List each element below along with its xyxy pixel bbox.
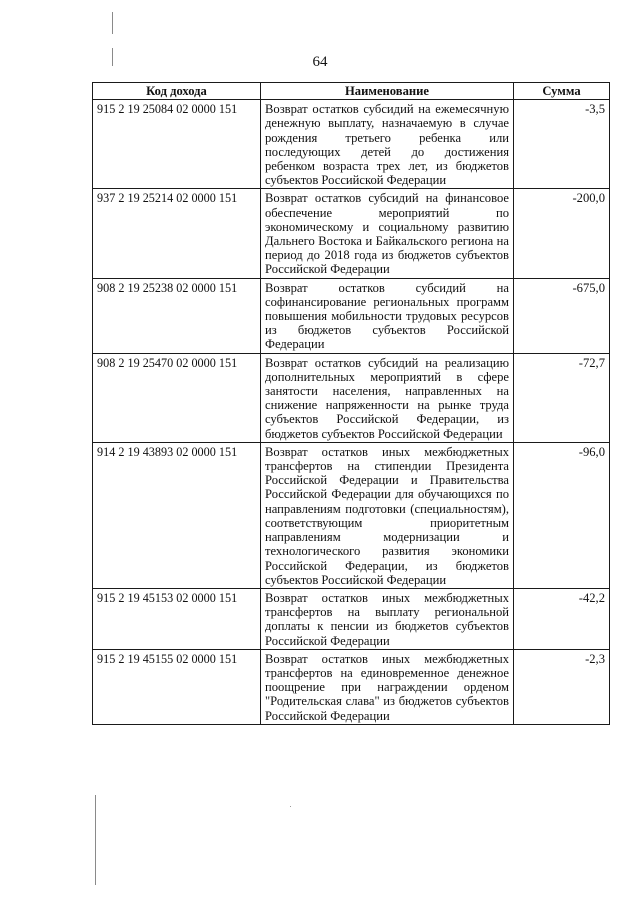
table-row <box>93 442 610 588</box>
revenue-name-cell: Возврат остатков субсидий на финансовое обеспечение мероприятий по экономическому и социальному развитию Дальнего Востока и Байкальского региона на период до 2018 года из бюджетов субъектов Российской Федерации <box>261 189 514 278</box>
amount-cell: -42,2 <box>514 588 610 649</box>
scan-artifact-line <box>95 795 96 885</box>
amount-cell: -675,0 <box>514 278 610 353</box>
table-row <box>93 100 610 189</box>
revenue-table <box>92 82 610 725</box>
revenue-name-cell: Возврат остатков субсидий на софинансирование региональных программ повышения мобильности трудовых ресурсов из бюджетов субъектов Российской Федерации <box>261 278 514 353</box>
amount-cell: -2,3 <box>514 649 610 724</box>
revenue-name-cell: Возврат остатков иных межбюджетных трансфертов на единовременное денежное поощрение при награждении орденом "Родительская слава" из бюджетов субъектов Российской Федерации <box>261 649 514 724</box>
page-number: 64 <box>312 54 328 70</box>
table-row <box>93 649 610 724</box>
revenue-code-cell: 908 2 19 25470 02 0000 151 <box>93 353 261 442</box>
table-header-row <box>93 83 610 100</box>
column-header-code: Код дохода <box>93 83 261 100</box>
amount-cell: -72,7 <box>514 353 610 442</box>
table-row <box>93 353 610 442</box>
revenue-code-cell: 914 2 19 43893 02 0000 151 <box>93 442 261 588</box>
table-row <box>93 278 610 353</box>
amount-cell: -3,5 <box>514 100 610 189</box>
scan-artifact-line <box>112 12 113 34</box>
revenue-name-cell: Возврат остатков иных межбюджетных трансфертов на стипендии Президента Российской Федерации и Правительства Российской Федерации для обучающихся по направлениям подготовки (специальностям), соответствующим приоритетным направлениям модернизации и технологического развития экономики Российской Федерации, из бюджетов субъектов Российской Федерации <box>261 442 514 588</box>
revenue-code-cell: 915 2 19 25084 02 0000 151 <box>93 100 261 189</box>
table-row <box>93 588 610 649</box>
amount-cell: -200,0 <box>514 189 610 278</box>
amount-cell: -96,0 <box>514 442 610 588</box>
revenue-code-cell: 908 2 19 25238 02 0000 151 <box>93 278 261 353</box>
scan-artifact-dot <box>290 806 291 807</box>
revenue-name-cell: Возврат остатков субсидий на ежемесячную денежную выплату, назначаемую в случае рождения третьего ребенка или последующих детей до достижения ребенком возраста трех лет, из бюджетов субъектов Российской Федерации <box>261 100 514 189</box>
column-header-amount: Сумма <box>514 83 610 100</box>
revenue-code-cell: 915 2 19 45153 02 0000 151 <box>93 588 261 649</box>
scan-artifact-line <box>112 48 113 66</box>
revenue-name-cell: Возврат остатков иных межбюджетных трансфертов на выплату региональной доплаты к пенсии из бюджетов субъектов Российской Федерации <box>261 588 514 649</box>
table-row <box>93 189 610 278</box>
column-header-name: Наименование <box>261 83 514 100</box>
revenue-code-cell: 915 2 19 45155 02 0000 151 <box>93 649 261 724</box>
revenue-name-cell: Возврат остатков субсидий на реализацию дополнительных мероприятий в сфере занятости населения, направленных на снижение напряженности на рынке труда субъектов Российской Федерации, из бюджетов субъектов Российской Федерации <box>261 353 514 442</box>
revenue-code-cell: 937 2 19 25214 02 0000 151 <box>93 189 261 278</box>
